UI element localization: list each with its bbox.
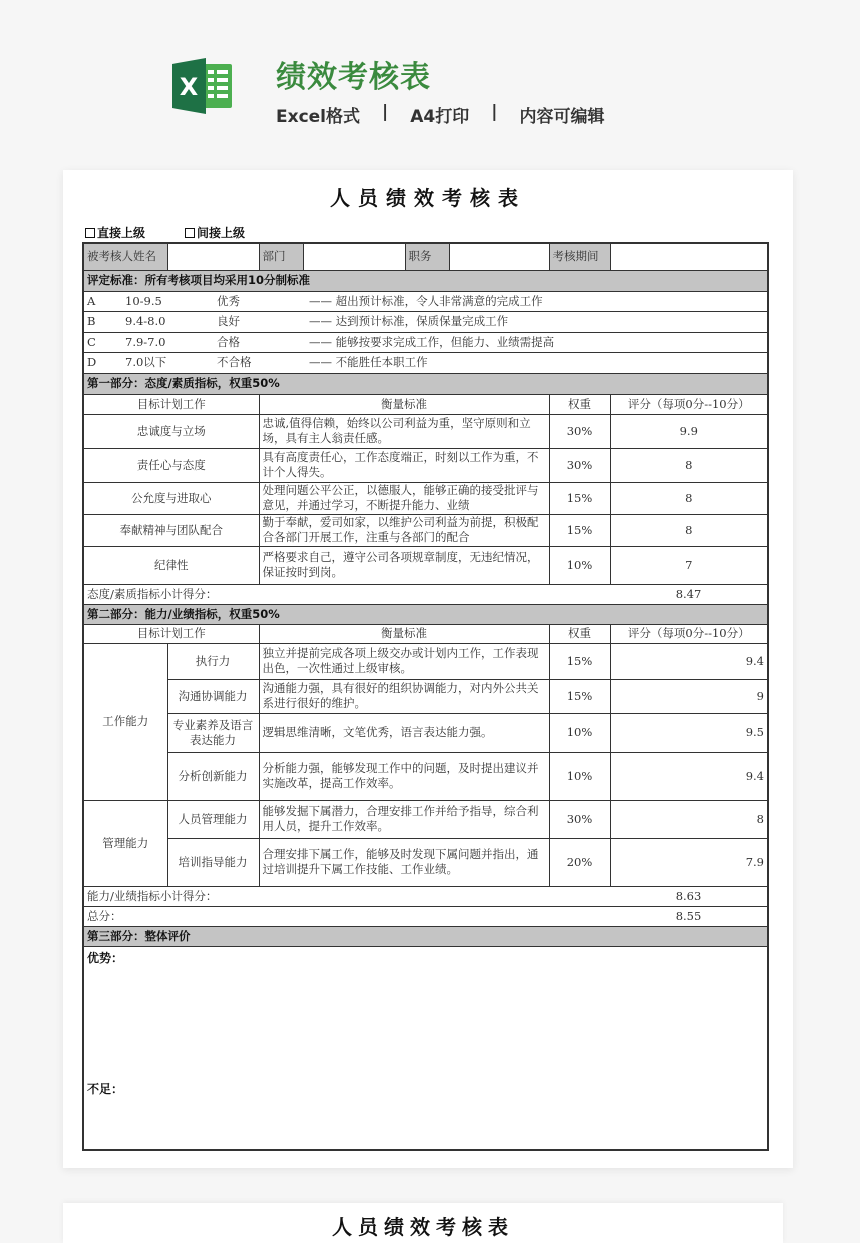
item-standard: 能够发掘下属潜力，合理安排工作并给予指导，综合利用人员，提升工作效率。 bbox=[259, 800, 549, 838]
criteria-row bbox=[83, 291, 768, 312]
criteria-row bbox=[83, 332, 768, 353]
item-weight: 30% bbox=[549, 448, 610, 482]
item-score[interactable]: 8 bbox=[610, 514, 768, 546]
table-row bbox=[83, 752, 768, 800]
criteria-range: 10-9.5 bbox=[125, 293, 162, 308]
item-score[interactable]: 9 bbox=[610, 679, 768, 713]
item-score[interactable]: 9.4 bbox=[610, 752, 768, 800]
criteria-range: 7.0以下 bbox=[125, 355, 167, 370]
table-row bbox=[83, 838, 768, 886]
criteria-grade: A bbox=[87, 293, 96, 308]
position-label: 职务 bbox=[405, 243, 449, 270]
next-document-page bbox=[63, 1203, 783, 1243]
col-header-item: 目标计划工作 bbox=[83, 394, 259, 414]
subtitle-separator: | bbox=[491, 102, 498, 122]
criteria-row bbox=[83, 312, 768, 333]
item-name: 分析创新能力 bbox=[167, 752, 259, 800]
table-row bbox=[83, 800, 768, 838]
total-label: 总分： bbox=[83, 906, 610, 926]
part2-subtotal-label: 能力/业绩指标小计得分： bbox=[83, 886, 610, 906]
page-header bbox=[0, 0, 860, 160]
item-standard: 独立并提前完成各项上级交办或计划内工作，工作表现出色，一次性通过上级审核。 bbox=[259, 643, 549, 679]
criteria-level: 不合格 bbox=[217, 355, 252, 370]
document-title: 人员绩效考核表 bbox=[330, 186, 526, 210]
part1-subtotal-label: 态度/素质指标小计得分： bbox=[83, 584, 610, 604]
table-row bbox=[83, 482, 768, 514]
category-management-ability: 管理能力 bbox=[83, 800, 167, 886]
item-weight: 15% bbox=[549, 482, 610, 514]
table-row bbox=[83, 546, 768, 584]
period-field[interactable] bbox=[610, 243, 768, 270]
checkbox-direct-supervisor[interactable] bbox=[85, 224, 145, 241]
col-header-item: 目标计划工作 bbox=[83, 624, 259, 643]
item-weight: 10% bbox=[549, 713, 610, 752]
header-title: 绩效考核表 bbox=[276, 60, 431, 95]
item-name: 专业素养及语言表达能力 bbox=[167, 713, 259, 752]
category-work-ability: 工作能力 bbox=[83, 643, 167, 800]
item-weight: 15% bbox=[549, 679, 610, 713]
part1-subtotal-value: 8.47 bbox=[610, 584, 768, 604]
criteria-desc: —— 达到预计标准，保质保量完成工作 bbox=[309, 314, 509, 329]
checkbox-icon[interactable] bbox=[185, 228, 195, 238]
weaknesses-label: 不足： bbox=[87, 1081, 124, 1096]
item-weight: 15% bbox=[549, 514, 610, 546]
table-row bbox=[83, 713, 768, 752]
part2-subtotal-row bbox=[83, 886, 768, 906]
item-score[interactable]: 7 bbox=[610, 546, 768, 584]
item-standard: 勤于奉献，爱司如家，以维护公司利益为前提，积极配合各部门开展工作，注重与各部门的配合 bbox=[259, 514, 549, 546]
criteria-cell bbox=[83, 332, 768, 353]
item-standard: 分析能力强，能够发现工作中的问题，及时提出建议并实施改革，提高工作效率。 bbox=[259, 752, 549, 800]
subtitle-separator: | bbox=[382, 102, 389, 122]
criteria-range: 7.9-7.0 bbox=[125, 334, 166, 349]
checkbox-label: 直接上级 bbox=[97, 226, 146, 240]
criteria-cell bbox=[83, 312, 768, 333]
excel-icon bbox=[172, 58, 234, 114]
part2-subtotal-value: 8.63 bbox=[610, 886, 768, 906]
total-row bbox=[83, 906, 768, 926]
item-standard: 合理安排下属工作，能够及时发现下属问题并指出，通过培训提升下属工作技能、工作业绩。 bbox=[259, 838, 549, 886]
part3-heading: 第三部分：整体评价 bbox=[83, 926, 768, 946]
item-score[interactable]: 9.9 bbox=[610, 414, 768, 448]
criteria-grade: D bbox=[87, 355, 97, 370]
criteria-heading: 评定标准：所有考核项目均采用10分制标准 bbox=[83, 270, 768, 291]
criteria-grade: C bbox=[87, 334, 96, 349]
col-header-score: 评分（每项0分--10分） bbox=[610, 624, 768, 643]
checkbox-label: 间接上级 bbox=[197, 226, 246, 240]
criteria-row bbox=[83, 353, 768, 374]
item-weight: 30% bbox=[549, 414, 610, 448]
subtitle-print: A4打印 bbox=[410, 107, 470, 127]
item-standard: 严格要求自己，遵守公司各项规章制度，无违纪情况，保证按时到岗。 bbox=[259, 546, 549, 584]
weaknesses-field[interactable] bbox=[87, 1097, 764, 1137]
item-weight: 20% bbox=[549, 838, 610, 886]
table-row bbox=[83, 414, 768, 448]
dept-field[interactable] bbox=[303, 243, 405, 270]
table-row bbox=[83, 679, 768, 713]
position-field[interactable] bbox=[449, 243, 549, 270]
evaluation-area[interactable] bbox=[83, 946, 768, 1150]
part2-column-headers bbox=[83, 624, 768, 643]
item-standard: 具有高度责任心，工作态度端正，时刻以工作为重，不计个人得失。 bbox=[259, 448, 549, 482]
part1-column-headers bbox=[83, 394, 768, 414]
item-weight: 10% bbox=[549, 752, 610, 800]
item-weight: 15% bbox=[549, 643, 610, 679]
subtitle-editable: 内容可编辑 bbox=[519, 107, 605, 127]
criteria-level: 优秀 bbox=[217, 293, 240, 308]
criteria-level: 合格 bbox=[217, 334, 240, 349]
total-value: 8.55 bbox=[610, 906, 768, 926]
item-weight: 10% bbox=[549, 546, 610, 584]
criteria-range: 9.4-8.0 bbox=[125, 314, 166, 329]
name-label: 被考核人姓名 bbox=[83, 243, 167, 270]
criteria-desc: —— 能够按要求完成工作，但能力、业绩需提高 bbox=[309, 334, 555, 349]
item-score[interactable]: 9.5 bbox=[610, 713, 768, 752]
item-score[interactable]: 8 bbox=[610, 800, 768, 838]
evaluation-row bbox=[83, 946, 768, 1150]
item-name: 公允度与进取心 bbox=[83, 482, 259, 514]
svg-text:X: X bbox=[179, 73, 199, 101]
appraisal-table bbox=[82, 242, 769, 1151]
col-header-weight: 权重 bbox=[549, 394, 610, 414]
name-field[interactable] bbox=[167, 243, 259, 270]
table-row bbox=[83, 643, 768, 679]
item-standard: 处理问题公平公正，以德服人，能够正确的接受批评与意见，并通过学习，不断提升能力、业绩 bbox=[259, 482, 549, 514]
item-score[interactable]: 7.9 bbox=[610, 838, 768, 886]
part2-heading: 第二部分：能力/业绩指标，权重50% bbox=[83, 604, 768, 624]
item-score[interactable]: 8 bbox=[610, 482, 768, 514]
criteria-cell bbox=[83, 291, 768, 312]
item-score[interactable]: 9.4 bbox=[610, 643, 768, 679]
criteria-level: 良好 bbox=[217, 314, 240, 329]
item-standard: 沟通能力强，具有很好的组织协调能力，对内外公共关系进行很好的维护。 bbox=[259, 679, 549, 713]
criteria-desc: —— 不能胜任本职工作 bbox=[309, 355, 428, 370]
table-row bbox=[83, 448, 768, 482]
item-name: 忠诚度与立场 bbox=[83, 414, 259, 448]
item-name: 执行力 bbox=[167, 643, 259, 679]
col-header-weight: 权重 bbox=[549, 624, 610, 643]
table-row bbox=[83, 514, 768, 546]
item-name: 培训指导能力 bbox=[167, 838, 259, 886]
item-name: 奉献精神与团队配合 bbox=[83, 514, 259, 546]
criteria-desc: —— 超出预计标准，令人非常满意的完成工作 bbox=[309, 293, 543, 308]
dept-label: 部门 bbox=[259, 243, 303, 270]
strengths-label: 优势： bbox=[87, 950, 124, 965]
item-weight: 30% bbox=[549, 800, 610, 838]
header-subtitle bbox=[276, 102, 604, 127]
info-row bbox=[83, 243, 768, 270]
supervisor-checkboxes bbox=[85, 224, 245, 241]
strengths-field[interactable] bbox=[87, 966, 764, 1076]
item-standard: 忠诚,值得信赖，始终以公司利益为重，坚守原则和立场，具有主人翁责任感。 bbox=[259, 414, 549, 448]
part1-subtotal-row bbox=[83, 584, 768, 604]
document-page bbox=[63, 170, 793, 1168]
item-score[interactable]: 8 bbox=[610, 448, 768, 482]
item-standard: 逻辑思维清晰，文笔优秀，语言表达能力强。 bbox=[259, 713, 549, 752]
criteria-cell bbox=[83, 353, 768, 374]
period-label: 考核期间 bbox=[549, 243, 610, 270]
item-name: 沟通协调能力 bbox=[167, 679, 259, 713]
criteria-grade: B bbox=[87, 314, 96, 329]
checkbox-icon[interactable] bbox=[85, 228, 95, 238]
col-header-score: 评分（每项0分--10分） bbox=[610, 394, 768, 414]
next-page-title: 人员绩效考核表 bbox=[332, 1215, 514, 1239]
item-name: 责任心与态度 bbox=[83, 448, 259, 482]
item-name: 纪律性 bbox=[83, 546, 259, 584]
subtitle-format: Excel格式 bbox=[276, 107, 361, 127]
col-header-standard: 衡量标准 bbox=[259, 394, 549, 414]
col-header-standard: 衡量标准 bbox=[259, 624, 549, 643]
checkbox-indirect-supervisor[interactable] bbox=[185, 224, 245, 241]
item-name: 人员管理能力 bbox=[167, 800, 259, 838]
part1-heading: 第一部分：态度/素质指标，权重50% bbox=[83, 373, 768, 394]
